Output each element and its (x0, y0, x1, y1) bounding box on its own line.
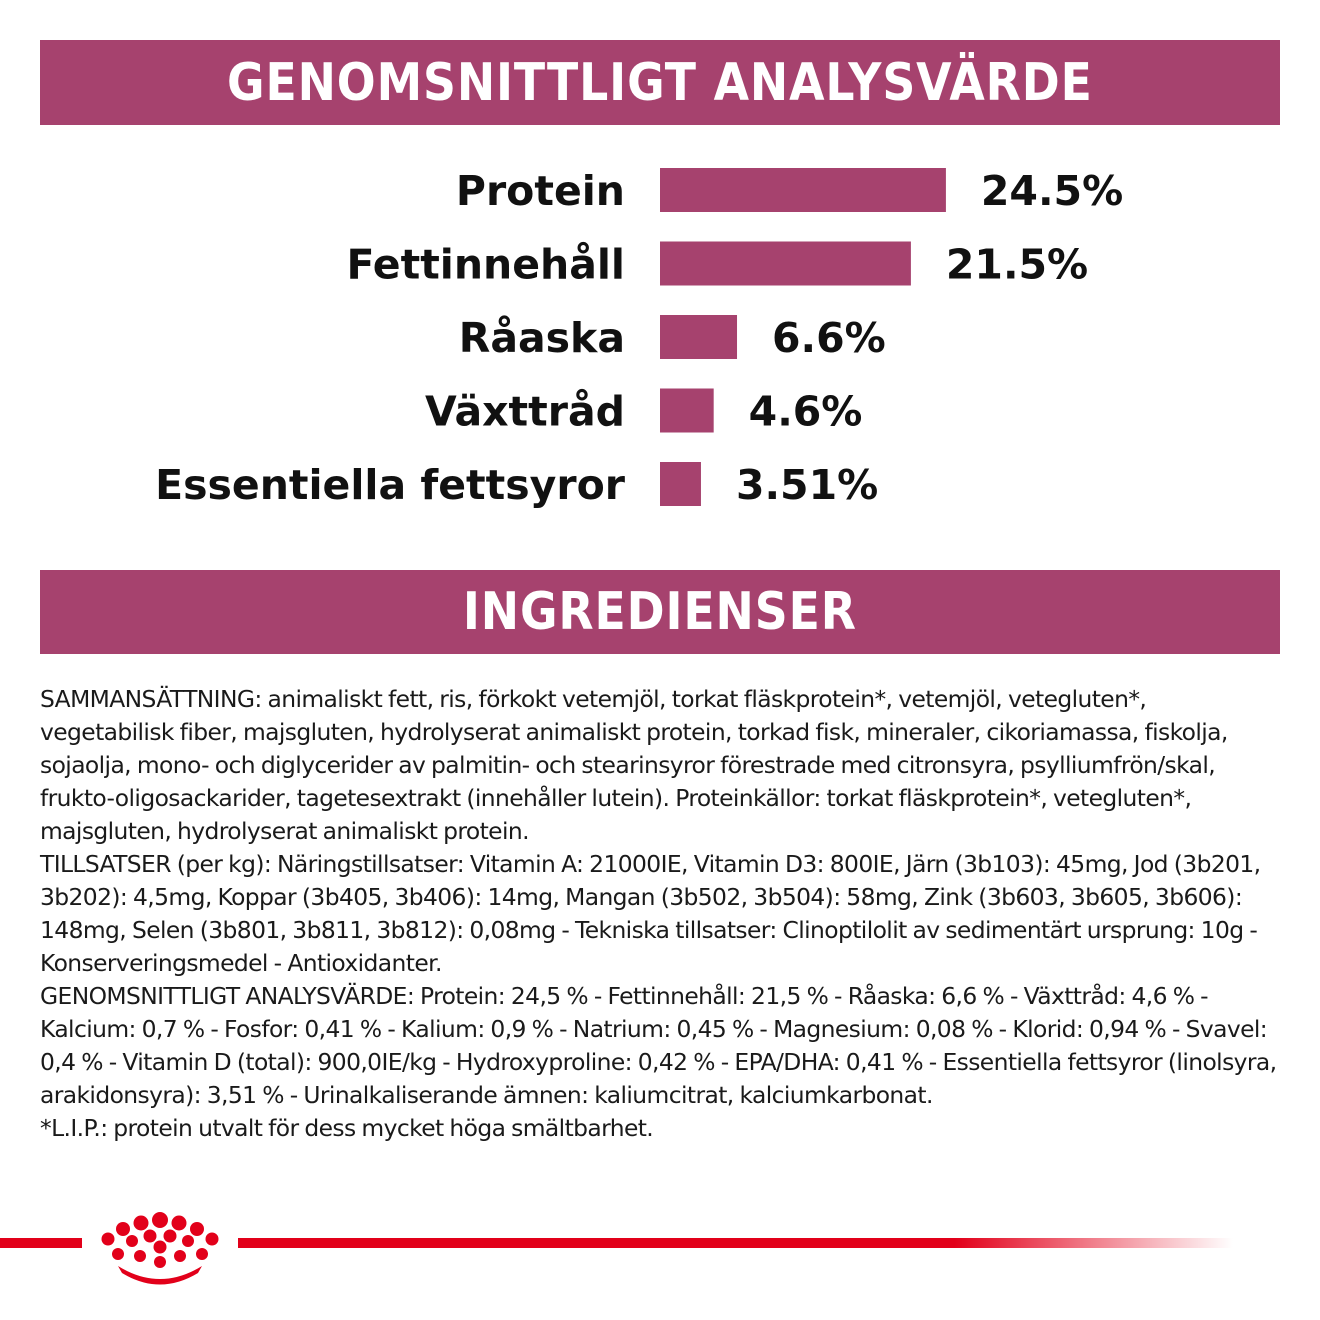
category-label: Fettinnehåll (346, 240, 625, 289)
ingredients-text (40, 683, 1280, 1145)
ingredients-banner (40, 570, 1280, 654)
footer (0, 1200, 1320, 1300)
bar (660, 242, 911, 286)
bar (660, 389, 714, 433)
footer-svg (0, 1200, 1320, 1300)
ingredients-footnote: *L.I.P.: protein utvalt för dess mycket höga smältbarhet. (40, 1114, 654, 1142)
category-label: Växttråd (424, 387, 625, 436)
bar (660, 462, 701, 506)
value-label: 21.5% (945, 240, 1089, 289)
ingredients-composition: SAMMANSÄTTNING: animaliskt fett, ris, förkokt vetemjöl, torkat fläskprotein*, vetemjöl, vetegluten*, vegetabilisk fiber, majsgluten, hydrolyserat animaliskt protein, torkad fisk, mineraler, cikoriamassa, fiskolja, sojaolja, mono- och diglycerider av palmitin- och stearinsyror förestrade med citronsyra, psylliumfrön/skal, frukto-oligosackarider, tagetesextrakt (innehåller lutein). Proteinkällor: torkat fläskprotein*, vetegluten*, majsgluten, hydrolyserat animaliskt protein. (40, 685, 1228, 845)
value-label: 24.5% (980, 167, 1124, 215)
ingredients-banner-title: INGREDIENSER (463, 582, 857, 642)
bar (660, 168, 946, 212)
ingredients-analysis: GENOMSNITTLIGT ANALYSVÄRDE: Protein: 24,5 % - Fettinnehåll: 21,5 % - Råaska: 6,6 % - Växttråd: 4,6 % - Kalcium: 0,7 % - Fosfor: 0,41 % - Kalium: 0,9 % - Natrium: 0,45 % - Magnesium: 0,08 % - Klorid: 0,94 % - Svavel: 0,4 % - Vitamin D (total): 900,0IE/kg - Hydroxyproline: 0,42 % - EPA/DHA: 0,41 % - Essentiella fettsyror (linolsyra, arakidonsyra): 3,51 % - Urinalkaliserande ämnen: kaliumcitrat, kalciumkarbonat. (40, 982, 1277, 1109)
category-label: Råaska (458, 314, 625, 362)
bar (660, 315, 737, 359)
analysis-banner-title: GENOMSNITTLIGT ANALYSVÄRDE (227, 52, 1093, 113)
category-label: Protein (455, 167, 625, 215)
footer-line-right (238, 1238, 1233, 1248)
analysis-chart-svg (0, 150, 1320, 530)
ingredients-additives: TILLSATSER (per kg): Näringstillsatser: Vitamin A: 21000IE, Vitamin D3: 800IE, Järn (3b103): 45mg, Jod (3b201, 3b202): 4,5mg, Koppar (3b405, 3b406): 14mg, Mangan (3b502, 3b504): 58mg, Zink (3b603, 3b605, 3b606): 148mg, Selen (3b801, 3b811, 3b812): 0,08mg - Tekniska tillsatser: Clinoptilolit av sedimentärt ursprung: 10g - Konserveringsmedel - Antioxidanter. (40, 850, 1261, 977)
value-label: 4.6% (748, 387, 863, 436)
category-label: Essentiella fettsyror (155, 461, 625, 509)
footer-line-left (0, 1238, 82, 1248)
value-label: 3.51% (735, 461, 879, 509)
crown-icon (102, 1212, 219, 1285)
value-label: 6.6% (772, 314, 886, 362)
analysis-banner (40, 40, 1280, 125)
analysis-chart (0, 150, 1320, 530)
